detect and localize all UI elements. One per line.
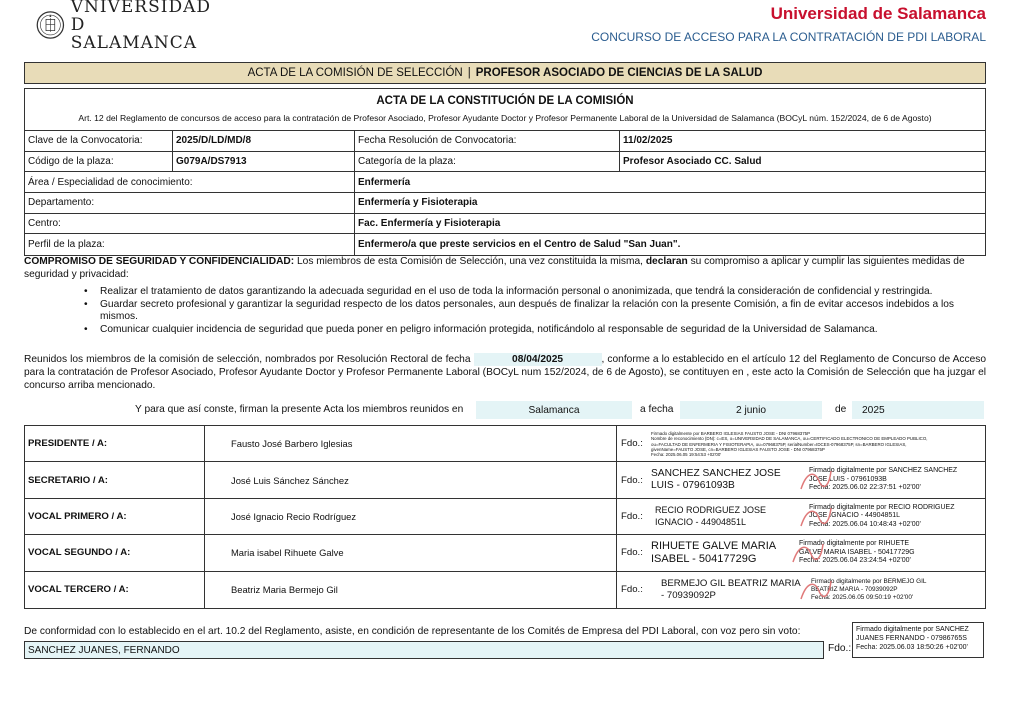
fecha-value: 11/02/2025 [623,135,673,147]
signature-line: JOSE IGNACIO - 44904851L [809,512,901,520]
member-signature [617,462,985,497]
table-row [25,462,985,498]
list-item: • Realizar el tratamiento de datos garantizando la adecuada seguridad en el uso de toda la información personal o anonimizada, que tendrá la consideración de confidencial y restringida. [84,286,986,299]
signature-line: Fecha: 2025.06.04 23:24:54 +02'00' [799,557,911,565]
clave-value: 2025/D/LD/MD/8 [173,131,355,151]
signature-line: givenName=FAUSTO JOSE, cn=BARBERO IGLESIAS FAUSTO JOSE - DNI 07968375P [651,446,825,452]
title-left: ACTA DE LA COMISIÓN DE SELECCIÓN [247,67,463,79]
commitment-list [84,286,986,336]
fdo-label: Fdo.: [621,584,643,596]
document-title-bar [24,62,986,84]
table-row [25,131,985,152]
departamento-label: Departamento: [25,193,355,213]
fdo-label: Fdo.: [621,474,643,486]
signature-stamp-icon [797,467,835,493]
day-field: 2 junio [680,401,822,419]
reunidos-text-a: Reunidos los miembros de la comisión de selección, nombrados por Resolución Rectoral de fecha [24,354,471,365]
logo-line-1: VNIVERSIDAD [70,0,211,17]
reunidos-text-b: , conforme a lo establecido en el artículo 12 del Reglamento de Concurso de Acceso para la contratación de Profesor Asociado, Profesor Ayudante Doctor y Profesor Permanente Laboral (BOCyL num 152/2024, de 6 de Agosto), se contituyen en , este acto la Comisión de Selección que ha juzgar el concurso arriba mencionado. [24,354,986,391]
firman-text: Y para que así conste, firman la presente Acta los miembros reunidos en [135,404,464,415]
year-field: 2025 [852,401,984,419]
signature-stamp-icon [789,540,827,566]
codigo-value: G079A/DS7913 [173,152,355,172]
representative-field: SANCHEZ JUANES, FERNANDO [24,641,824,659]
signature-line: Nombre de reconocimiento (DN): c=ES, o=UNIVERSIDAD DE SALAMANCA, ou=CERTIFICADO ELECTRONICO DE EMPLEADO PUBLICO, [651,436,928,442]
perfil-label: Perfil de la plaza: [25,234,355,255]
conformidad-text: De conformidad con lo establecido en el art. 10.2 del Reglamento, asiste, en condición de representante de los Comités de Empresa del PDI Laboral, con voz pero sin voto: [24,626,801,637]
title-right: PROFESOR ASOCIADO DE CIENCIAS DE LA SALUD [475,67,763,79]
centro-label: Centro: [25,214,355,234]
member-signature [617,426,985,461]
fdo-label: Fdo.: [621,510,643,522]
signature-line: Firmado digitalmente por SANCHEZ [856,626,969,633]
member-name: Maria isabel Rihuete Galve [205,535,617,570]
table-row [25,426,985,462]
signature-line: Fecha: 2025.06.02 22:37:51 +02'00' [809,484,921,492]
resolution-date: 08/04/2025 [474,353,602,366]
signature-line: Firmado digitalmente por SANCHEZ SANCHEZ [809,467,958,475]
categoria-value: Profesor Asociado CC. Salud [623,156,762,168]
details-table [24,88,986,256]
signature-line: ou=FACULTAD DE ENFERMERIA Y FISIOTERAPIA, ou=07968375P, serialNumber=IDCES-07968375P, sn=BARBERO IGLESIAS, [651,441,907,447]
fecha-label: Fecha Resolución de Convocatoria: [355,131,620,151]
digital-signature-text [651,430,971,457]
details-subtitle: Art. 12 del Reglamento de concursos de acceso para la contratación de Profesor Asociado, Profesor Ayudante Doctor y Profesor Permanente Laboral de la Universidad de Salamanca (BOCyL núm. 152/2024, de 6 de Agosto) [78,113,932,123]
de-label: de [835,404,847,415]
member-name: José Ignacio Recio Rodríguez [205,499,617,534]
signature-line: BEATRIZ MARIA - 70939092P [811,585,898,593]
firman-line [0,401,1024,419]
centro-value: Fac. Enfermería y Fisioterapia [358,218,501,230]
member-role: VOCAL TERCERO / A: [25,572,205,608]
representative-fdo-label: Fdo.: [828,643,852,654]
university-logo [36,0,211,53]
signer-name: RIHUETE GALVE MARIA ISABEL - 50417729G [651,539,776,565]
signer-name: RECIO RODRIGUEZ JOSE IGNACIO - 44904851L [655,505,767,528]
signature-line: Fecha: 2025.06.05 09:50:19 +02'00' [811,593,914,601]
signature-line: JOSE LUIS - 07961093B [809,475,887,483]
members-table [24,425,986,609]
member-role: VOCAL SEGUNDO / A: [25,535,205,570]
title-separator: | [467,67,471,79]
place-field: Salamanca [476,401,632,419]
logo-line-2: D SALAMANCA [70,15,198,53]
university-name: Universidad de Salamanca [770,4,986,23]
commitment-text-b: su compromiso a aplicar y cumplir las siguientes medidas de seguridad y privacidad: [24,256,965,280]
table-row [25,172,985,193]
clave-label: Clave de la Convocatoria: [25,131,173,151]
member-signature [617,499,985,534]
member-role: PRESIDENTE / A: [25,426,205,461]
table-row [25,535,985,571]
departamento-value: Enfermería y Fisioterapia [358,197,478,209]
confidentiality-commitment [24,256,986,336]
signature-line: Fecha: 2025.06.03 18:50:26 +02'00' [856,644,968,651]
perfil-value: Enfermero/a que preste servicios en el Centro de Salud "San Juan". [358,239,681,251]
commitment-paragraph [24,256,986,281]
reunidos-paragraph [24,353,986,392]
signer-name: BERMEJO GIL BEATRIZ MARIA - 70939092P [661,577,801,601]
commitment-bold-word: declaran [645,256,688,267]
table-row [25,214,985,235]
list-item: • Guardar secreto profesional y garantizar la seguridad respecto de los datos personales, aun después de finalizar la relación con la presente Comisión, a fin de evitar accesos indebidos a los mismos. [84,299,986,324]
area-label: Área / Especialidad de conocimiento: [25,172,355,192]
member-name: Fausto José Barbero Iglesias [205,426,617,461]
commitment-text-a: Los miembros de esta Comisión de Selección, una vez constituida la misma, [294,256,646,267]
table-row [25,152,985,173]
list-item: • Comunicar cualquier incidencia de seguridad que pueda poner en peligro información protegida, notificándolo al responsable de seguridad de la Universidad de Salamanca. [84,324,986,337]
signature-line: GALVE MARIA ISABEL - 50417729G [799,548,915,556]
details-heading [25,89,985,131]
signature-line: Firmado digitalmente por RIHUETE [799,540,910,548]
fdo-label: Fdo.: [621,547,643,559]
commitment-title: COMPROMISO DE SEGURIDAD Y CONFIDENCIALIDAD: [24,256,295,267]
details-title: ACTA DE LA CONSTITUCIÓN DE LA COMISIÓN [376,95,634,107]
signer-name: SANCHEZ SANCHEZ JOSE LUIS - 07961093B [651,468,781,492]
member-name: José Luis Sánchez Sánchez [205,462,617,497]
signature-line: Firmado digitalmente por BARBERO IGLESIAS FAUSTO JOSE - DNI 07968375P [651,430,811,436]
area-value: Enfermería [358,176,411,188]
member-signature [617,535,985,570]
signature-line: Fecha: 2025.06.04 10:48:43 +02'00' [809,520,921,528]
contest-title: CONCURSO DE ACCESO PARA LA CONTRATACIÓN DE PDI LABORAL [591,30,986,44]
member-role: SECRETARIO / A: [25,462,205,497]
fdo-label: Fdo.: [621,438,643,450]
member-role: VOCAL PRIMERO / A: [25,499,205,534]
member-name: Beatriz Maria Bermejo Gil [205,572,617,608]
member-signature [617,572,985,608]
university-seal-icon [36,2,65,48]
codigo-label: Código de la plaza: [25,152,173,172]
signature-line: JUANES FERNANDO - 07986765S [856,635,967,642]
signature-stamp-icon [797,504,835,530]
signature-line: Firmado digitalmente por BERMEJO GIL [811,577,927,585]
signature-stamp-icon [797,577,835,603]
table-row [25,572,985,608]
representative-signature [852,622,984,658]
a-fecha-label: a fecha [640,404,674,415]
table-row [25,193,985,214]
categoria-label: Categoría de la plaza: [355,152,620,172]
table-row [25,234,985,255]
signature-line: Fecha: 2025.06.05 19:54:53 +02'00' [651,452,722,458]
table-row [25,499,985,535]
signature-line: Firmado digitalmente por RECIO RODRIGUEZ [809,503,955,511]
